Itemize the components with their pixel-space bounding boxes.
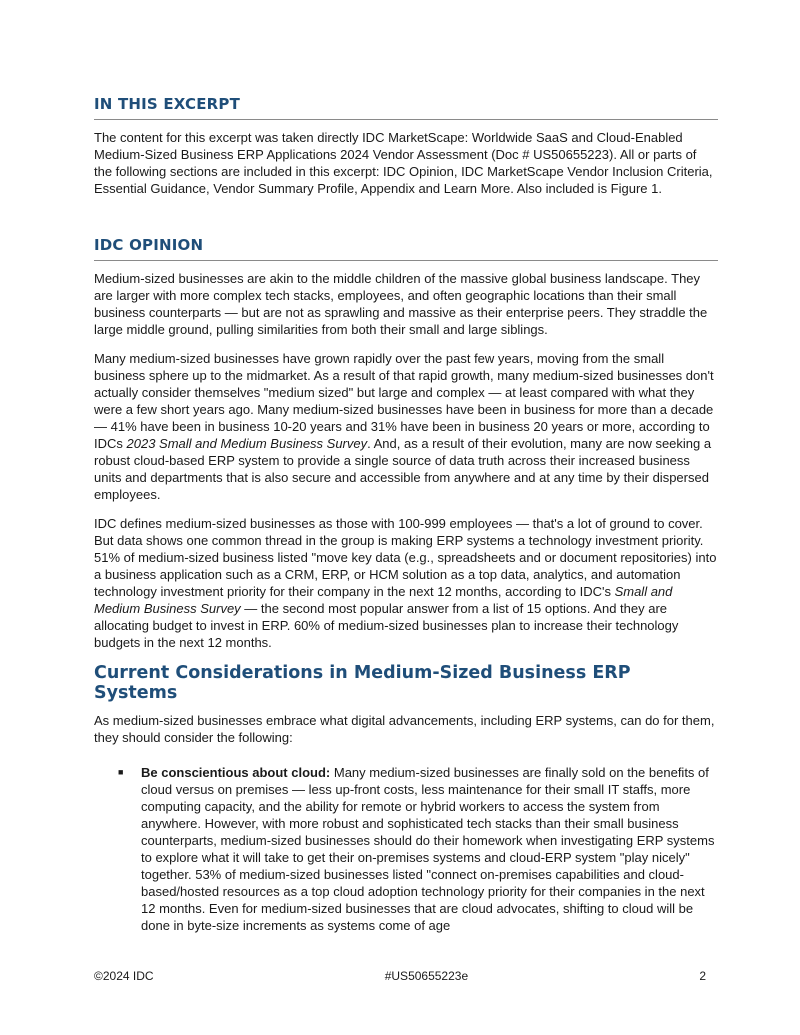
- excerpt-heading: IN THIS EXCERPT: [94, 95, 718, 120]
- considerations-section: [94, 663, 718, 934]
- footer-copyright: ©2024 IDC: [94, 969, 154, 983]
- bullet-text: Be conscientious about cloud: Many medium-sized businesses are finally sold on the benefits of cloud versus on premises — less up-front costs, less maintenance for their small IT staffs, more computing capacity, and the ability for remote or hybrid workers to access the system from anywhere. However, with more robust and sophisticated tech stacks than their small business counterparts, medium-sized businesses should do their homework when investigating ERP systems to explore what it will take to get their on-premises systems and cloud-ERP system "play nicely" together. 53% of medium-sized businesses listed "connect on-premises capabilities and cloud-based/hosted resources as a top cloud adoption technology priority for their companies in the next 12 months. Even for medium-sized businesses that are cloud advocates, shifting to cloud will be done in byte-size increments as systems come of age: [141, 765, 715, 933]
- opinion-heading: IDC OPINION: [94, 236, 718, 261]
- opinion-section: [94, 236, 718, 651]
- page-footer: [94, 969, 706, 983]
- opinion-paragraph-2: Many medium-sized businesses have grown rapidly over the past few years, moving from the small business sphere up to the midmarket. As a result of that rapid growth, many medium-sized businesses don't actually consider themselves "medium sized" but large and complex — at least compared with what they were a few short years ago. Many medium-sized businesses have been in business for more than a decade — 41% have been in business 10-20 years and 31% have been in business 20 years or more, according to IDCs 2023 Small and Medium Business Survey. And, as a result of their evolution, many are now seeking a robust cloud-based ERP system to provide a single source of data truth across their increased business units and departments that is also secure and accessible from anywhere and at any time by their dispersed employees.: [94, 351, 714, 502]
- square-bullet-icon: ■: [118, 767, 124, 777]
- footer-page-number: 2: [699, 969, 706, 983]
- bullet-lead: Be conscientious about cloud:: [141, 765, 331, 780]
- excerpt-section: [94, 95, 718, 197]
- considerations-intro: As medium-sized businesses embrace what digital advancements, including ERP systems, can do for them, they should consider the following:: [94, 713, 715, 745]
- list-item: [94, 764, 718, 934]
- considerations-heading: Current Considerations in Medium-Sized Business ERP Systems: [94, 663, 631, 703]
- excerpt-paragraph: The content for this excerpt was taken directly IDC MarketScape: Worldwide SaaS and Cloud-Enabled Medium-Sized Business ERP Applications 2024 Vendor Assessment (Doc # US50655223). All or parts of the following sections are included in this excerpt: IDC Opinion, IDC MarketScape Vendor Inclusion Criteria, Essential Guidance, Vendor Summary Profile, Appendix and Learn More. Also included is Figure 1.: [94, 130, 713, 196]
- footer-doc-number: #US50655223e: [384, 969, 469, 983]
- opinion-paragraph-1: Medium-sized businesses are akin to the middle children of the massive global business landscape. They are larger with more complex tech stacks, employees, and often geographic locations than their small business counterparts — but are not as sprawling and massive as their enterprise peers. They straddle the large middle ground, pulling similarities from both their small and large siblings.: [94, 271, 708, 337]
- opinion-paragraph-3: IDC defines medium-sized businesses as those with 100-999 employees — that's a lot of ground to cover. But data shows one common thread in the group is making ERP systems a technology investment priority. 51% of medium-sized business listed "move key data (e.g., spreadsheets and or document repositories) into a business application such as a CRM, ERP, or HCM solution as a top data, analytics, and automation technology investment priority for their company in the next 12 months, according to IDC's Small and Medium Business Survey — the second most popular answer from a list of 15 options. And they are allocating budget to invest in ERP. 60% of medium-sized businesses plan to increase their technology budgets in the next 12 months.: [94, 516, 717, 650]
